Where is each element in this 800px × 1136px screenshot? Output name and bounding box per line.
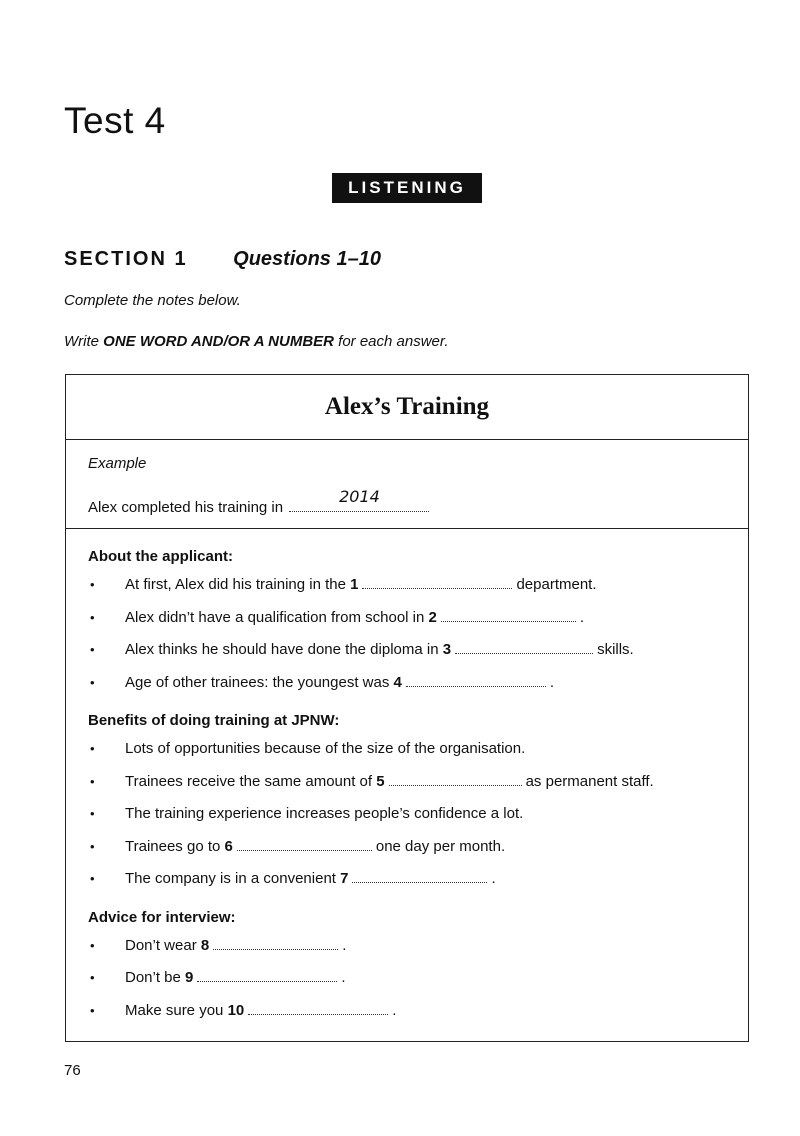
- question-number: 7: [340, 870, 349, 887]
- group-spacer: [88, 699, 748, 707]
- notes-box: [65, 374, 749, 1042]
- answer-blank[interactable]: [237, 838, 372, 851]
- note-item: [88, 667, 748, 700]
- bullet-icon: •: [90, 577, 95, 592]
- answer-blank[interactable]: [455, 641, 593, 654]
- note-item: [88, 634, 748, 667]
- item-text-after: department.: [516, 576, 597, 593]
- item-text-after: one day per month.: [375, 837, 506, 855]
- note-item: [88, 798, 748, 831]
- note-item: [88, 863, 748, 896]
- question-number: 3: [442, 641, 452, 658]
- note-item: [88, 602, 748, 635]
- item-text: Trainees go to: [125, 837, 221, 855]
- bullet-icon: •: [90, 970, 95, 985]
- instruction-each: for each answer.: [338, 333, 449, 350]
- item-text-after: skills.: [597, 641, 634, 658]
- bullet-icon: •: [90, 642, 95, 657]
- example-sentence: [88, 487, 429, 516]
- answer-blank[interactable]: [389, 773, 522, 786]
- answer-blank[interactable]: [362, 576, 512, 589]
- note-item: [88, 930, 748, 963]
- bullet-icon: •: [90, 773, 95, 789]
- page-title: Test 4: [64, 100, 166, 141]
- example-label: Example: [88, 455, 147, 472]
- instruction-complete: Complete the notes below.: [64, 292, 241, 309]
- item-text: Age of other trainees: the youngest was: [125, 673, 390, 691]
- section-questions: Questions 1–10: [233, 248, 381, 270]
- item-text: Lots of opportunities because of the size of the organisation.: [125, 740, 526, 757]
- group-heading: About the applicant:: [88, 548, 233, 565]
- example-answer: 2014: [339, 487, 380, 506]
- item-text-after: .: [342, 936, 347, 954]
- section-header: [64, 248, 381, 271]
- instruction-limit: ONE WORD AND/OR A NUMBER: [103, 333, 334, 350]
- bullet-icon: •: [90, 1002, 95, 1018]
- answer-blank[interactable]: [441, 609, 576, 622]
- answer-blank[interactable]: [197, 969, 337, 982]
- group-spacer: [88, 896, 748, 904]
- item-text-after: .: [392, 1001, 397, 1019]
- note-item: [88, 962, 748, 995]
- page-number: 76: [64, 1062, 81, 1079]
- question-number: 5: [376, 772, 385, 790]
- example-text: Alex completed his training in: [88, 499, 284, 516]
- item-text: Don’t wear: [125, 936, 197, 954]
- question-number: 2: [428, 608, 437, 626]
- listening-badge: LISTENING: [332, 173, 482, 203]
- item-text: At first, Alex did his training in the: [125, 576, 346, 593]
- notes-title-row: [66, 375, 748, 440]
- note-item: [88, 831, 748, 864]
- example-row: [66, 440, 748, 529]
- item-text-after: .: [341, 969, 346, 986]
- answer-blank[interactable]: [213, 937, 338, 950]
- note-item: [88, 766, 748, 799]
- question-number: 10: [227, 1001, 245, 1019]
- group-heading: Advice for interview:: [88, 908, 236, 926]
- question-number: 4: [393, 673, 402, 691]
- bullet-icon: •: [90, 937, 95, 953]
- item-text: The training experience increases people’s confidence a lot.: [125, 805, 524, 822]
- answer-blank[interactable]: [248, 1002, 388, 1015]
- bullet-icon: •: [90, 871, 95, 886]
- bullet-icon: •: [90, 674, 95, 690]
- question-number: 6: [224, 837, 233, 855]
- item-text-after: .: [579, 608, 585, 626]
- item-text-after: .: [491, 870, 496, 887]
- group-heading: Benefits of doing training at JPNW:: [88, 712, 340, 729]
- example-answer-blank: [289, 487, 429, 512]
- notes-content: [66, 529, 748, 1027]
- note-item: [88, 733, 748, 766]
- question-number: 9: [185, 969, 194, 986]
- bullet-icon: •: [90, 741, 95, 756]
- item-text: Trainees receive the same amount of: [125, 772, 373, 790]
- bullet-icon: •: [90, 609, 95, 625]
- item-text: Alex didn’t have a qualification from school in: [125, 608, 425, 626]
- item-text-after: as permanent staff.: [525, 772, 654, 790]
- note-item: [88, 569, 748, 602]
- item-text: Make sure you: [125, 1001, 224, 1019]
- item-text-after: .: [549, 673, 555, 691]
- note-item: [88, 995, 748, 1028]
- item-text: The company is in a convenient: [125, 870, 336, 887]
- answer-blank[interactable]: [352, 870, 487, 883]
- section-label: SECTION 1: [64, 248, 188, 270]
- instruction-write: Write: [64, 333, 99, 350]
- item-text: Don’t be: [125, 969, 181, 986]
- item-text: Alex thinks he should have done the diploma in: [125, 641, 439, 658]
- question-number: 1: [350, 576, 359, 593]
- bullet-icon: •: [90, 806, 95, 821]
- answer-blank[interactable]: [406, 674, 546, 687]
- instruction-word-limit: [64, 333, 449, 350]
- bullet-icon: •: [90, 838, 95, 854]
- question-number: 8: [200, 936, 210, 954]
- notes-title: Alex’s Training: [324, 393, 490, 420]
